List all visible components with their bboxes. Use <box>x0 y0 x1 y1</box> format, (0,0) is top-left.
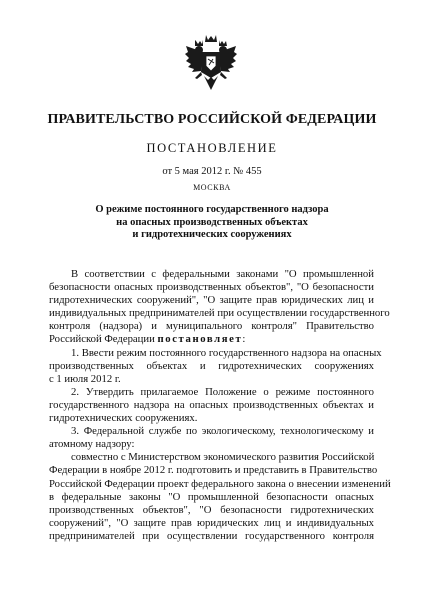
body-line: сооружений", "О защите прав юридических лиц и индивидуальных <box>49 516 374 529</box>
body-line: атомному надзору: <box>49 438 135 451</box>
body-line: совместно с Министерством экономического развития Российской <box>71 451 375 464</box>
body-line: безопасности опасных производственных объектов", "О безопасности <box>49 281 374 294</box>
body-line: производственных объектов", "О безопасности гидротехнических <box>49 503 374 516</box>
government-title: ПРАВИТЕЛЬСТВО РОССИЙСКОЙ ФЕДЕРАЦИИ <box>47 112 377 127</box>
body-line: 3. Федеральной службе по экологическому, технологическому и <box>71 425 374 438</box>
body-line: гидротехнических сооружений", "О защите прав юридических лиц и <box>49 294 374 307</box>
body-line: гидротехнических сооружениях. <box>49 412 198 425</box>
body-line: 1. Ввести режим постоянного государственного надзора на опасных <box>71 346 382 359</box>
resolution-title <box>0 204 424 242</box>
body-line: государственного надзора на опасных производственных объектах и <box>49 398 374 411</box>
body-line: индивидуальных предпринимателей при осуществлении государственного <box>49 307 390 320</box>
document-type: ПОСТАНОВЛЕНИЕ <box>146 141 278 155</box>
title-line: и гидротехнических сооружениях <box>132 229 292 240</box>
body-text: Российской Федерации <box>49 333 158 346</box>
body-line: в федеральные законы "О промышленной безопасности опасных <box>49 490 374 503</box>
body-text: : <box>242 333 246 346</box>
body-line: предпринимателей при осуществлении государственного контроля <box>49 529 374 542</box>
body-line: контроля (надзора) и муниципального контроля" Правительство <box>49 320 374 333</box>
document-body <box>49 268 391 543</box>
body-line: В соответствии с федеральными законами "О промышленной <box>71 268 374 280</box>
body-line: Российской Федерации проект федерального закона о внесении изменений <box>49 477 391 490</box>
coat-of-arms-icon <box>184 32 238 94</box>
title-line: на опасных производственных объектах <box>116 216 308 228</box>
body-line: с 1 июля 2012 г. <box>49 372 121 385</box>
body-line <box>49 333 374 346</box>
decree-word: постановляет <box>157 333 243 346</box>
body-line: 2. Утвердить прилагаемое Положение о режиме постоянного <box>71 385 374 398</box>
body-line: Федерации в ноябре 2012 г. подготовить и представить в Правительство <box>49 464 378 477</box>
date-and-number: от 5 мая 2012 г. № 455 <box>162 166 262 177</box>
body-line: производственных объектах и гидротехнических сооружениях <box>49 359 374 372</box>
title-line: О режиме постоянного государственного надзора <box>95 204 329 215</box>
city: МОСКВА <box>193 183 231 192</box>
